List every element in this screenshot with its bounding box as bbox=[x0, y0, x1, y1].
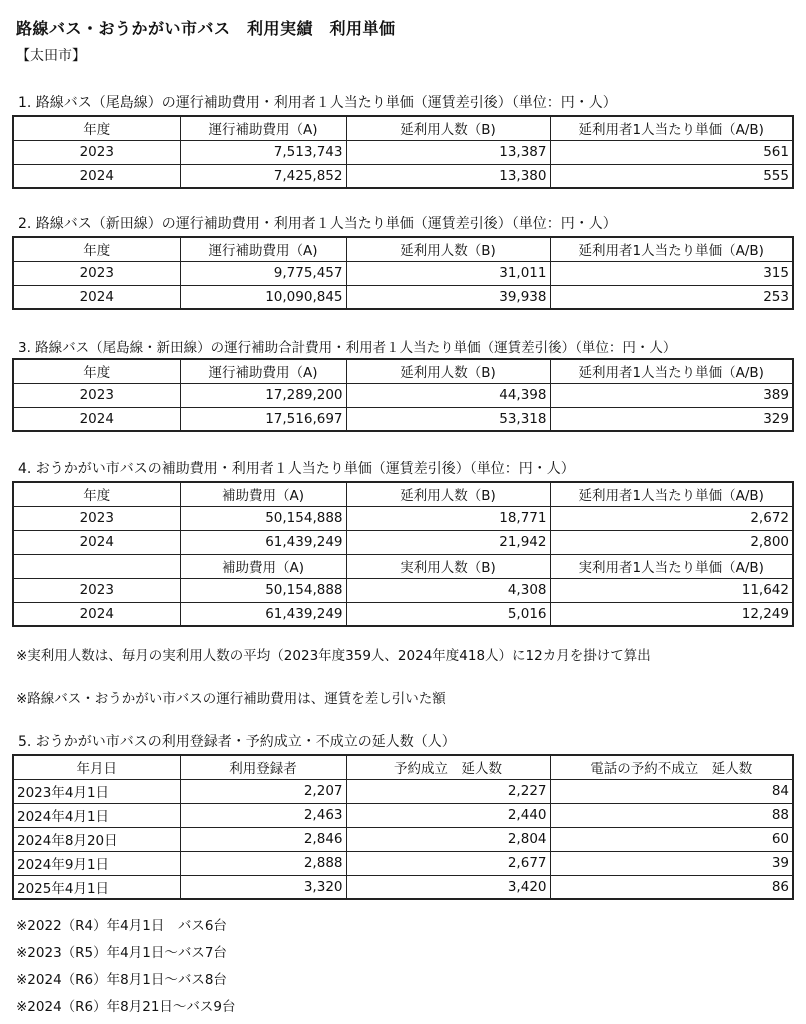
section-4-table bbox=[12, 481, 794, 627]
column-header: 年度 bbox=[13, 482, 180, 506]
unit-price-cell: 2,800 bbox=[550, 530, 793, 554]
unit-price-cell: 11,642 bbox=[550, 578, 793, 602]
section-3-table bbox=[12, 358, 794, 432]
page-title: 路線バス・おうかがい市バス 利用実績 利用単価 bbox=[16, 19, 396, 38]
date-cell: 2024年4月1日 bbox=[13, 803, 180, 827]
column-header: 延利用人数（B) bbox=[346, 482, 550, 506]
unit-price-cell: 329 bbox=[550, 407, 793, 431]
column-header: 実利用人数（B) bbox=[346, 554, 550, 578]
unreserved-cell: 84 bbox=[550, 779, 793, 803]
note-actual-users: ※実利用人数は、毎月の実利用人数の平均（2023年度359人、2024年度418人）に12カ月を掛けて算出 bbox=[16, 648, 651, 664]
registered-cell: 2,463 bbox=[180, 803, 346, 827]
registered-cell: 3,320 bbox=[180, 875, 346, 899]
table-row bbox=[13, 851, 793, 875]
table-row bbox=[13, 140, 793, 164]
unreserved-cell: 88 bbox=[550, 803, 793, 827]
reserved-cell: 2,677 bbox=[346, 851, 550, 875]
note-bus-count: ※2023（R5）年4月1日～バス7台 bbox=[16, 945, 227, 961]
users-cell: 44,398 bbox=[346, 383, 550, 407]
reserved-cell: 2,804 bbox=[346, 827, 550, 851]
year-cell: 2023 bbox=[13, 383, 180, 407]
column-header: 延利用者1人当たり単価（A/B) bbox=[550, 116, 793, 140]
cost-cell: 7,425,852 bbox=[180, 164, 346, 188]
table-row bbox=[13, 285, 793, 309]
section-1-title: 1. 路線バス（尾島線）の運行補助費用・利用者１人当たり単価（運賃差引後）（単位：円・人） bbox=[18, 95, 617, 111]
users-cell: 4,308 bbox=[346, 578, 550, 602]
unit-price-cell: 561 bbox=[550, 140, 793, 164]
users-cell: 18,771 bbox=[346, 506, 550, 530]
table-header-row bbox=[13, 116, 793, 140]
table-row bbox=[13, 383, 793, 407]
column-header: 延利用人数（B) bbox=[346, 359, 550, 383]
table-row bbox=[13, 164, 793, 188]
column-header: 運行補助費用（A) bbox=[180, 359, 346, 383]
column-header: 延利用人数（B) bbox=[346, 237, 550, 261]
cost-cell: 17,516,697 bbox=[180, 407, 346, 431]
unit-price-cell: 12,249 bbox=[550, 602, 793, 626]
table-row bbox=[13, 602, 793, 626]
date-cell: 2024年8月20日 bbox=[13, 827, 180, 851]
unreserved-cell: 39 bbox=[550, 851, 793, 875]
year-cell: 2023 bbox=[13, 578, 180, 602]
cost-cell: 61,439,249 bbox=[180, 602, 346, 626]
cost-cell: 50,154,888 bbox=[180, 578, 346, 602]
year-cell: 2024 bbox=[13, 407, 180, 431]
registered-cell: 2,846 bbox=[180, 827, 346, 851]
users-cell: 13,380 bbox=[346, 164, 550, 188]
table-row bbox=[13, 827, 793, 851]
cost-cell: 9,775,457 bbox=[180, 261, 346, 285]
column-header: 延利用人数（B) bbox=[346, 116, 550, 140]
users-cell: 5,016 bbox=[346, 602, 550, 626]
cost-cell: 7,513,743 bbox=[180, 140, 346, 164]
cost-cell: 61,439,249 bbox=[180, 530, 346, 554]
table-row bbox=[13, 803, 793, 827]
column-header: 延利用者1人当たり単価（A/B) bbox=[550, 237, 793, 261]
reserved-cell: 2,440 bbox=[346, 803, 550, 827]
note-bus-count: ※2024（R6）年8月21日～バス9台 bbox=[16, 999, 236, 1015]
column-header bbox=[13, 554, 180, 578]
year-cell: 2024 bbox=[13, 602, 180, 626]
unreserved-cell: 86 bbox=[550, 875, 793, 899]
column-header: 運行補助費用（A) bbox=[180, 237, 346, 261]
column-header: 運行補助費用（A) bbox=[180, 116, 346, 140]
unit-price-cell: 389 bbox=[550, 383, 793, 407]
column-header: 予約成立 延人数 bbox=[346, 755, 550, 779]
section-3-title: 3. 路線バス（尾島線・新田線）の運行補助合計費用・利用者１人当たり単価（運賃差引後）（単位：円・人） bbox=[18, 340, 677, 356]
column-header: 延利用者1人当たり単価（A/B) bbox=[550, 359, 793, 383]
column-header: 年月日 bbox=[13, 755, 180, 779]
reserved-cell: 3,420 bbox=[346, 875, 550, 899]
note-bus-count: ※2022（R4）年4月1日 バス6台 bbox=[16, 918, 227, 934]
year-cell: 2024 bbox=[13, 164, 180, 188]
users-cell: 21,942 bbox=[346, 530, 550, 554]
table-row bbox=[13, 506, 793, 530]
users-cell: 53,318 bbox=[346, 407, 550, 431]
year-cell: 2024 bbox=[13, 285, 180, 309]
table-row bbox=[13, 261, 793, 285]
section-5-title: 5. おうかがい市バスの利用登録者・予約成立・不成立の延人数（人） bbox=[18, 734, 456, 750]
table-row bbox=[13, 875, 793, 899]
users-cell: 31,011 bbox=[346, 261, 550, 285]
column-header: 年度 bbox=[13, 237, 180, 261]
column-header: 延利用者1人当たり単価（A/B) bbox=[550, 482, 793, 506]
section-1-table bbox=[12, 115, 794, 189]
unreserved-cell: 60 bbox=[550, 827, 793, 851]
note-subsidy: ※路線バス・おうかがい市バスの運行補助費用は、運賃を差し引いた額 bbox=[16, 691, 446, 707]
cost-cell: 50,154,888 bbox=[180, 506, 346, 530]
table-row bbox=[13, 779, 793, 803]
table-header-row bbox=[13, 755, 793, 779]
table-header-row bbox=[13, 554, 793, 578]
cost-cell: 17,289,200 bbox=[180, 383, 346, 407]
registered-cell: 2,207 bbox=[180, 779, 346, 803]
cost-cell: 10,090,845 bbox=[180, 285, 346, 309]
unit-price-cell: 315 bbox=[550, 261, 793, 285]
date-cell: 2023年4月1日 bbox=[13, 779, 180, 803]
date-cell: 2024年9月1日 bbox=[13, 851, 180, 875]
column-header: 年度 bbox=[13, 116, 180, 140]
table-row bbox=[13, 530, 793, 554]
unit-price-cell: 555 bbox=[550, 164, 793, 188]
year-cell: 2023 bbox=[13, 506, 180, 530]
column-header: 利用登録者 bbox=[180, 755, 346, 779]
date-cell: 2025年4月1日 bbox=[13, 875, 180, 899]
column-header: 年度 bbox=[13, 359, 180, 383]
note-bus-count: ※2024（R6）年8月1日～バス8台 bbox=[16, 972, 227, 988]
table-row bbox=[13, 578, 793, 602]
column-header: 補助費用（A) bbox=[180, 554, 346, 578]
table-row bbox=[13, 407, 793, 431]
section-2-title: 2. 路線バス（新田線）の運行補助費用・利用者１人当たり単価（運賃差引後）（単位：円・人） bbox=[18, 216, 617, 232]
table-header-row bbox=[13, 482, 793, 506]
unit-price-cell: 2,672 bbox=[550, 506, 793, 530]
table-header-row bbox=[13, 237, 793, 261]
city-label: 【太田市】 bbox=[16, 48, 86, 64]
column-header: 電話の予約不成立 延人数 bbox=[550, 755, 793, 779]
column-header: 補助費用（A) bbox=[180, 482, 346, 506]
unit-price-cell: 253 bbox=[550, 285, 793, 309]
reserved-cell: 2,227 bbox=[346, 779, 550, 803]
registered-cell: 2,888 bbox=[180, 851, 346, 875]
year-cell: 2024 bbox=[13, 530, 180, 554]
year-cell: 2023 bbox=[13, 261, 180, 285]
section-4-title: 4. おうかがい市バスの補助費用・利用者１人当たり単価（運賃差引後）（単位：円・人） bbox=[18, 461, 575, 477]
table-header-row bbox=[13, 359, 793, 383]
users-cell: 39,938 bbox=[346, 285, 550, 309]
column-header: 実利用者1人当たり単価（A/B) bbox=[550, 554, 793, 578]
section-2-table bbox=[12, 236, 794, 310]
users-cell: 13,387 bbox=[346, 140, 550, 164]
section-5-table bbox=[12, 754, 794, 900]
year-cell: 2023 bbox=[13, 140, 180, 164]
